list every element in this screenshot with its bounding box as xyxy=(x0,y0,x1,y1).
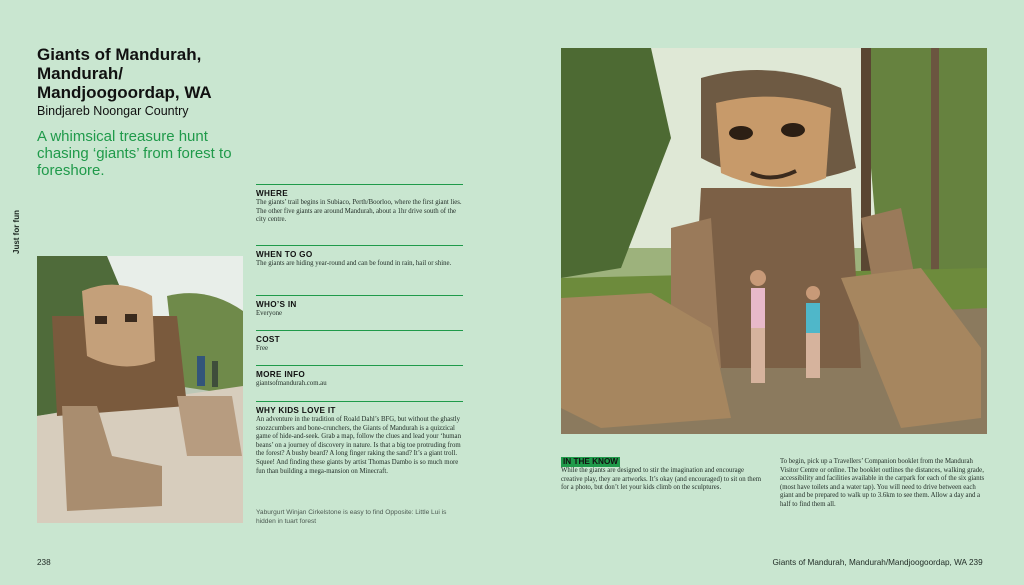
info-text: Free xyxy=(256,345,269,352)
in-the-know-heading: IN THE KNOW xyxy=(563,457,619,466)
info-text: An adventure in the tradition of Roald Dahl’s BFG, but without the ghastly snozzcumbers and bone-crunchers, the Giants of Mandurah is a quizzical game of hide-and-seek. Grab a map, follow the clues and lead your ‘human beans’ on a journey of discovery in nature. Is that a big toe protruding from the forest? A bushy beard? A long finger raking the sand? It’s a giant troll. Squee! And finding these giants by artist Thomas Dambo is so much more fun than building a mega-mansion on Minecraft. xyxy=(256,416,461,475)
info-panel xyxy=(256,184,463,476)
page-number-right: 239 xyxy=(969,558,983,567)
info-text: Everyone xyxy=(256,310,283,317)
info-heading: MORE INFO xyxy=(256,370,306,379)
info-section-where xyxy=(256,184,463,245)
info-text: giantsofmandurah.com.au xyxy=(256,380,327,387)
section-side-label: Just for fun xyxy=(12,210,21,254)
info-section-more-info xyxy=(256,365,463,401)
tagline: A whimsical treasure hunt chasing ‘giants’ from forest to foreshore. xyxy=(37,128,232,179)
info-text: The giants are hiding year-round and can be found in rain, hail or shine. xyxy=(256,260,452,267)
info-section-cost xyxy=(256,330,463,365)
page-title: Giants of Mandurah, Mandurah/ Mandjoogoordap, WA xyxy=(37,45,212,102)
info-section-whos-in xyxy=(256,295,463,330)
country-subtitle: Bindjareb Noongar Country xyxy=(37,104,189,118)
info-heading: WHO’S IN xyxy=(256,300,297,309)
info-heading: WHEN TO GO xyxy=(256,250,313,259)
info-heading: COST xyxy=(256,335,280,344)
in-the-know-text: While the giants are designed to stir the imagination and encourage creative play, they are artworks. It’s okay (and encouraged) to sit on them for a photo, but don’t let your kids climb on the sculptures. xyxy=(561,467,761,492)
getting-started-text: To begin, pick up a Travellers’ Companion booklet from the Mandurah Visitor Centre or online. The booklet outlines the distances, walking grade, accessibility and facilities available in the carpark for each of the six giants (most have toilets and a water tap). You will need to drive between each giant and be prepared to walk up to 3.6km to see them. Allow a day and a half to find them all. xyxy=(780,458,985,508)
photo-caption: Yaburgurt Winjan Cirkelstone is easy to find Opposite: Little Lui is hidden in tuart forest xyxy=(256,509,447,525)
giant-photo-small xyxy=(37,256,243,523)
page-number-left: 238 xyxy=(37,558,51,567)
running-head: Giants of Mandurah, Mandurah/Mandjoogoordap, WA xyxy=(772,558,967,567)
info-text: The giants’ trail begins in Subiaco, Perth/Boorloo, where the first giant lies. The other five giants are around Mandurah, about a 1hr drive south of the city centre. xyxy=(256,199,462,224)
info-section-why-kids-love-it xyxy=(256,401,463,476)
info-heading: WHERE xyxy=(256,189,288,198)
info-section-when-to-go xyxy=(256,245,463,295)
info-heading: WHY KIDS LOVE IT xyxy=(256,406,336,415)
giant-photo-large xyxy=(561,48,987,434)
